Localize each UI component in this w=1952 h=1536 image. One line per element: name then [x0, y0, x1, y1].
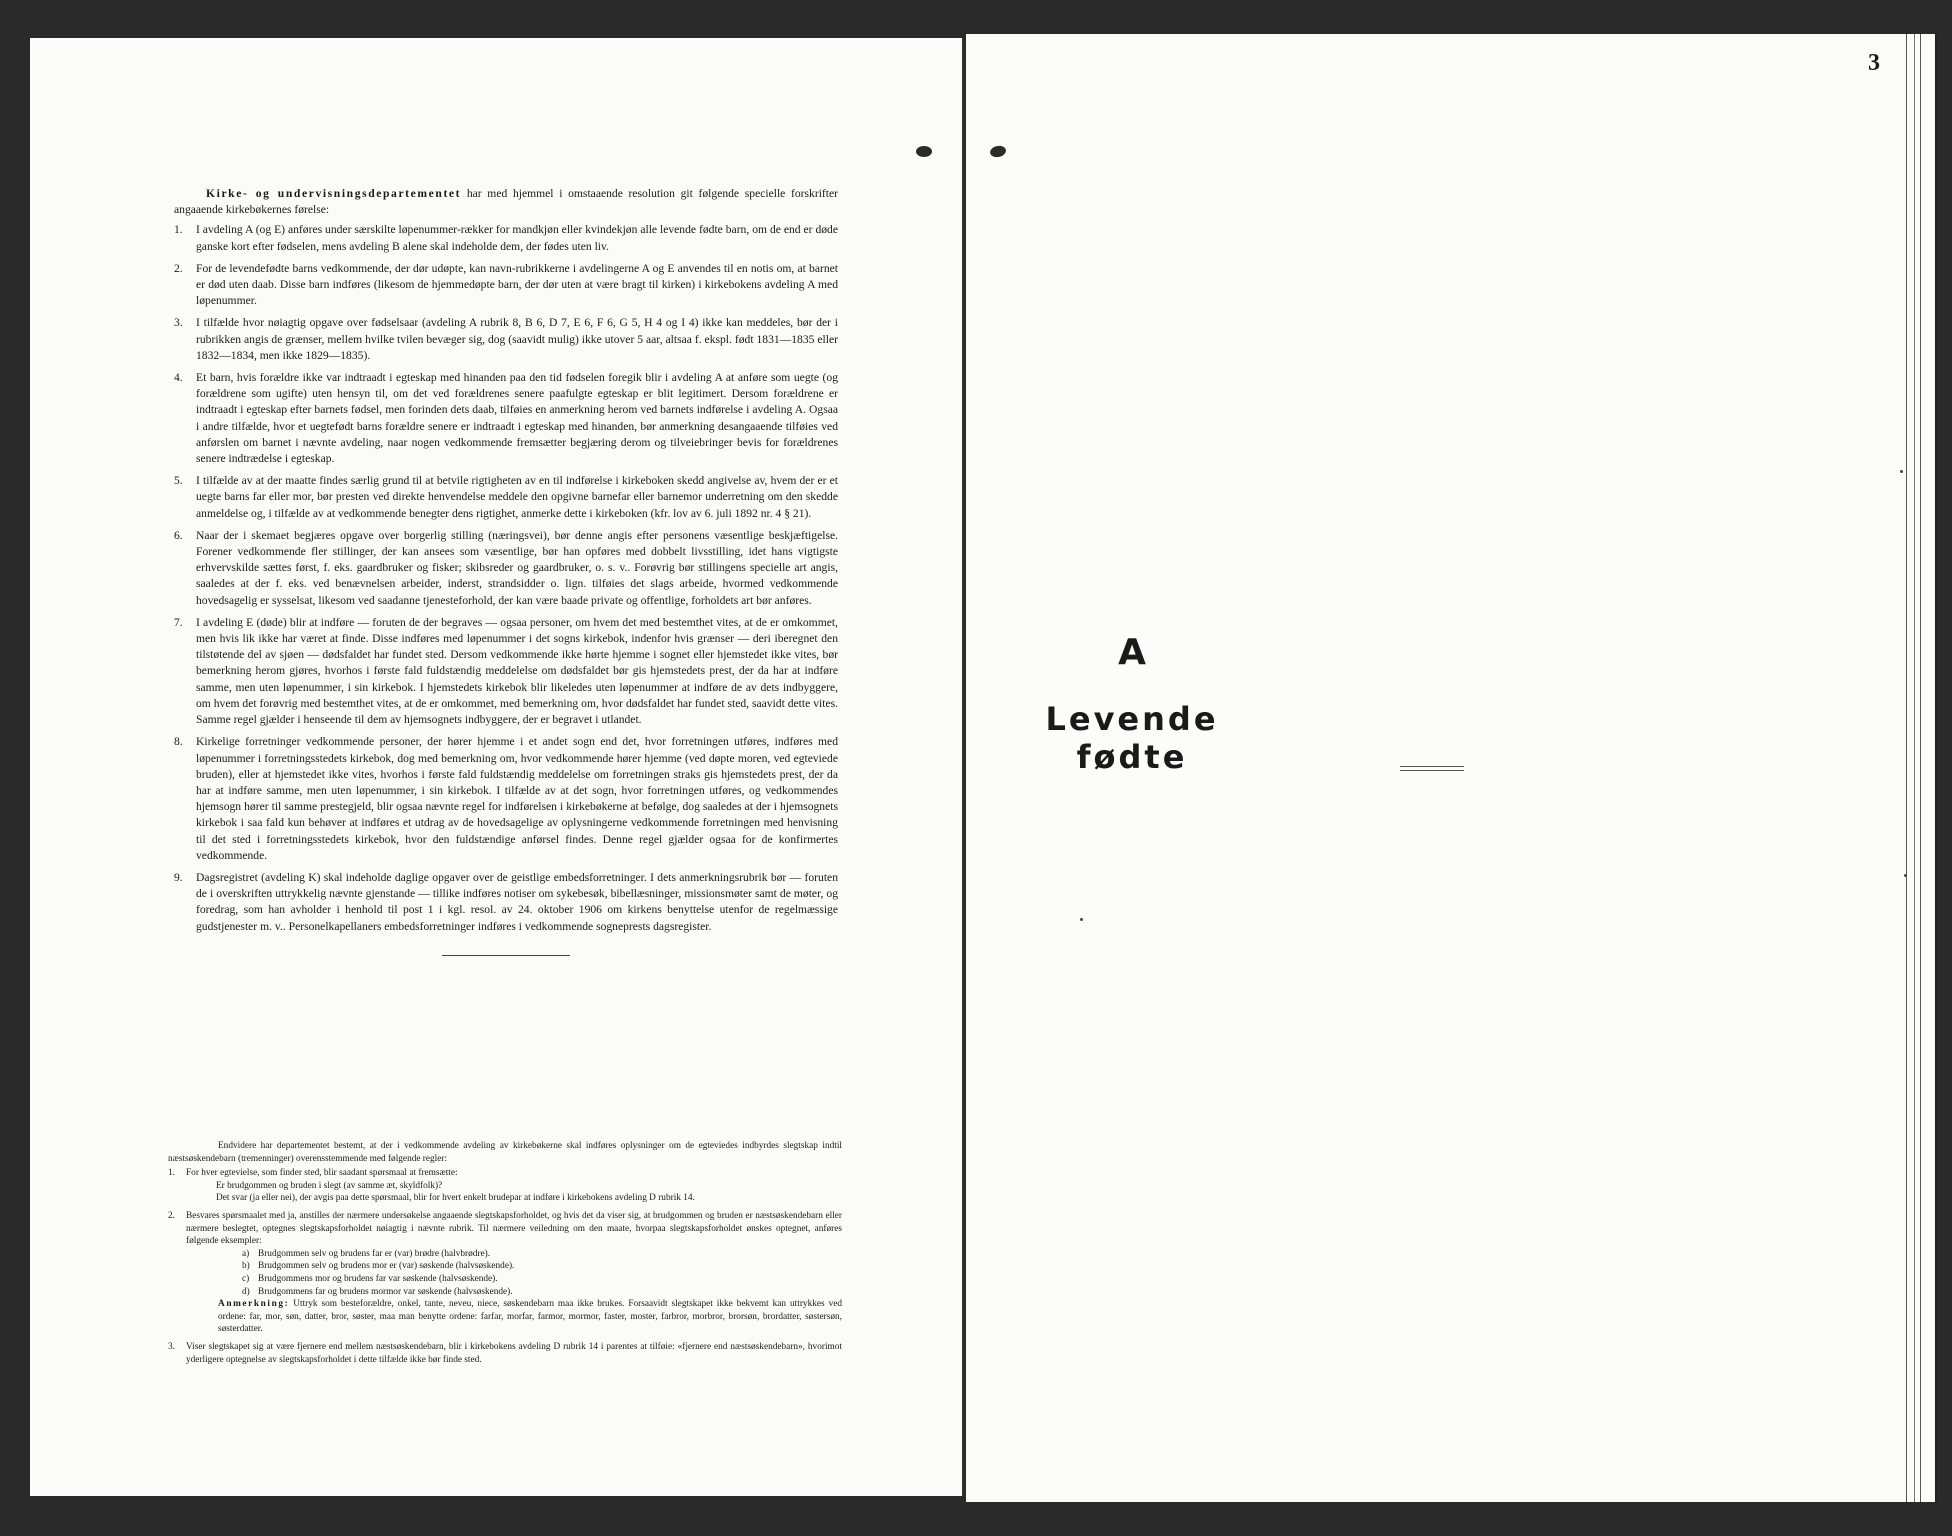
example-text: Brudgommen selv og brudens mor er (var) søskende (halvsøskende).: [258, 1261, 515, 1272]
example-line: [242, 1260, 842, 1273]
supplement-number: 2.: [168, 1210, 175, 1221]
intro-paragraph: [174, 186, 838, 218]
rule-number: 1.: [174, 223, 183, 237]
example-line: [242, 1286, 842, 1299]
supplement-item: [168, 1167, 842, 1205]
rule-item: [174, 370, 838, 467]
intro-text: har med hjemmel i omstaaende resolution git følgende specielle forskrifter angaaende kirkebøkernes førelse:: [174, 187, 839, 217]
supplement-text-line: For hver egtevielse, som finder sted, blir saadant spørsmaal at fremsætte:: [186, 1168, 458, 1179]
note-label: Anmerkning:: [218, 1299, 290, 1310]
answer-text: Det svar (ja eller nei), der avgis paa dette spørsmaal, blir for hvert enkelt brudepar at indføre i kirkebokens avdeling D rubrik 14.: [216, 1193, 695, 1204]
supplement-item: [168, 1210, 842, 1336]
rule-item: [174, 473, 838, 522]
title-underline: [1400, 766, 1464, 774]
speck: [1080, 918, 1083, 921]
section-title: Levende fødte: [1045, 700, 1219, 776]
rule-text: I tilfælde hvor nøiagtig opgave over fødselsaar (avdeling A rubrik 8, B 6, D 7, E 6, F 6, G 5, H 4 og I 4) ikke kan meddeles, bør der i rubrikken angis de grænser, mellem hvilke tvilen bevæger sig, dog (saavidt mulig) ikke utover 5 aar, altsaa f. ekspl. født 1831—1835 eller 1832—1834, men ikke 1829—1835).: [196, 316, 838, 362]
rule-item: [174, 615, 838, 728]
rule-number: 3.: [174, 316, 183, 330]
note-text: Uttryk som besteforældre, onkel, tante, neveu, niece, søskendebarn maa ikke brukes. Forsaavidt slegtskapet ikke bekvemt kan uttrykkes ved ordene: far, mor, søn, datter, bror, søster, maa man benytte ordene: farfar, morfar, farmor, mormor, faster, moster, farbror, morbror, brorsøn, brordatter, søstersøn, søsterdatter.: [218, 1299, 842, 1335]
rule-number: 6.: [174, 528, 183, 542]
example-text: Brudgommens mor og brudens far var søskende (halvsøskende).: [258, 1273, 498, 1284]
rule-number: 7.: [174, 615, 183, 629]
example-letter: d): [242, 1286, 250, 1297]
rule-text: Et barn, hvis forældre ikke var indtraadt i egteskap med hinanden paa den tid fødselen foregik blir i avdeling A at anføre som uegte (og forældrene som ugifte) uten hensyn til, om det ved forældrenes senere paafulgte egteskap er blit legitimert. Dersom forældrene er indtraadt i egteskap efter barnets fødsel, men forinden dets daab, tilføies en anmerkning herom ved barnets indførelse i avdeling A. Ogsaa i andre tilfælde, hvor et uegtefødt barns forældre senere er indtraadt i egteskap med hinanden, bør anmerkning desangaaende tilføies ved anførslen om barnet i nævnte avdeling, naar nogen vedkommende fremsætter begjæring derom og tilveiebringer bevis for forældrenes senere indtrædelse i egteskap.: [196, 371, 838, 466]
example-text: Brudgommens far og brudens mormor var søskende (halvsøskende).: [258, 1286, 513, 1297]
rule-text: Dagsregistret (avdeling K) skal indeholde daglige opgaver over de geistlige embedsforretninger. I dets anmerkningsrubrik bør — foruten de i overskriften uttrykkelig nævnte gjenstande — tillike indføres notiser om sykebesøk, bibellæsninger, missionsmøter samt de møter, og foredrag, som han avholder i henhold til post 1 i kgl. resol. av 24. oktober 1906 om kirkens benyttelse utenfor de regelmæssige gudstjenester m. v.. Personelkapellaners embedsforretninger indføres i vedkommende sogneprests dagsregister.: [196, 870, 838, 933]
supplement-text-line: Besvares spørsmaalet med ja, anstilles der nærmere undersøkelse angaaende slegtskapsforholdet, og hvis det da viser sig, at brudgommen og bruden er næstsøskendebarn eller nærmere beslegtet, optegnes slegtskapsforholdet nøiagtig i nævnte rubrik. Til nærmere veiledning om den maate, hvorpaa slegtskapsforholdet ønskes optegnet, anføres følgende eksempler:: [186, 1210, 842, 1247]
example-letter: a): [242, 1248, 250, 1259]
example-line: [242, 1273, 842, 1286]
rule-item: [174, 528, 838, 609]
divider: [442, 955, 570, 956]
rule-number: 8.: [174, 735, 183, 749]
rule-text: I tilfælde av at der maatte findes særlig grund til at betvile rigtigheten av en til indførelse i kirkeboken skedd angivelse av, hvem der er et uegte barns far eller mor, bør presten ved direkte henvendelse meddele den opgivne barnefar eller barnemor underretning om den skedde anmeldelse og, i tilfælde av at vedkommende benegter dens rigtighet, anmerke dette i kirkeboken (kfr. lov av 6. juli 1892 nr. 4 § 21).: [196, 474, 838, 520]
rule-item: [174, 261, 838, 310]
instructions-text: [174, 186, 838, 982]
page-number: 3: [1868, 50, 1880, 76]
rule-number: 4.: [174, 371, 183, 385]
rule-item: [174, 870, 838, 935]
question-text: Er brudgommen og bruden i slegt (av samme æt, skyldfolk)?: [216, 1180, 443, 1191]
page-edge: [1920, 34, 1937, 1502]
supplement-intro: Endvidere har departementet bestemt, at der i vedkommende avdeling av kirkebøkerne skal indføres oplysninger om de egteviedes indbyrdes slegtskap indtil næstsøskendebarn (tremenninger) overensstemmende med følgende regler:: [168, 1141, 842, 1164]
department-heading: Kirke- og undervisningsdepartementet: [206, 187, 462, 200]
rule-number: 5.: [174, 474, 183, 488]
section-letter: A: [1118, 632, 1146, 673]
example-letter: c): [242, 1273, 250, 1284]
supplement-number: 1.: [168, 1168, 175, 1179]
rule-item: [174, 734, 838, 864]
example-line: [242, 1248, 842, 1261]
note-paragraph: [218, 1298, 842, 1336]
rule-item: [174, 315, 838, 364]
speck: [1900, 470, 1903, 473]
supplement-item: [168, 1341, 842, 1366]
supplement-number: 3.: [168, 1341, 175, 1352]
supplement-text: [168, 1140, 842, 1371]
example-letter: b): [242, 1261, 250, 1272]
rule-text: Kirkelige forretninger vedkommende personer, der hører hjemme i et andet sogn end det, hvor forretningen utføres, indføres med løpenummer i forretningsstedets kirkebok, dog med bemerkning om, hvor vedkommende hører hjemme (ved døpte moren, ved egteviede bruden), eller at hjemstedet ikke vites, hvorhos i første fald fuldstændig meddelelse om forretningen straks gis hjemstedets prest, der da har at indføre samme, men uten løpenummer, i sin kirkebok. I tilfælde av at det sogn, hvor forretningen utføres, og vedkommendes hjemsogn hører til samme prestegjeld, blir ogsaa nævnte regel for indførelsen i kirkebøkerne at befølge, dog saaledes at der i hjemsognets kirkebok i saa fald kun behøver at indføres et utdrag av de hovedsagelige av oplysningerne vedkommende forretningen med henvisning til det sted i forretningsstedets kirkebok, hvor den fuldstændige anførsel findes. Denne regel gjælder ogsaa for de konfirmertes vedkommende.: [196, 735, 838, 862]
rule-item: [174, 222, 838, 254]
example-text: Brudgommen selv og brudens far er (var) brødre (halvbrødre).: [258, 1248, 491, 1259]
rule-number: 2.: [174, 261, 183, 275]
rule-text: For de levendefødte barns vedkommende, der dør udøpte, kan navn-rubrikkerne i avdelingerne A og E anvendes til en notis om, at barnet er død uten daab. Disse barn indføres (likesom de hjemmedøpte barn, der dør uten at være bragt til kirken) i kirkebokens avdeling A med løpenummer.: [196, 261, 838, 308]
speck: [1904, 874, 1907, 877]
binding-hole: [916, 146, 932, 157]
supplement-text-line: Viser slegtskapet sig at være fjernere end mellem næstsøskendebarn, blir i kirkebokens avdeling D rubrik 14 i parentes at tilføie: «fjernere end næstsøskendebarn», hvorimot yderligere optegnelse av slegtskapsforholdet i dette tilfælde ikke bør finde sted.: [186, 1341, 842, 1365]
rule-text: I avdeling A (og E) anføres under særskilte løpenummer-rækker for mandkjøn eller kvindekjøn alle levende fødte barn, om de end er døde ganske kort efter fødselen, mens avdeling B alene skal indeholde dem, der fødes uten liv.: [196, 223, 838, 253]
rule-number: 9.: [174, 870, 183, 884]
rule-text: I avdeling E (døde) blir at indføre — foruten de der begraves — ogsaa personer, om hvem det med bestemthet vites, at de er omkommet, men hvis lik ikke har været at finde. Disse indføres med løpenummer i det sogns kirkebok, indenfor hvis grænser — deri iberegnet den tilstøtende del av sjøen — dødsfaldet har fundet sted. Dersom vedkommende ikke hørte hjemme i sognet eller hjemstedet ikke vites, bør bemerkning herom gjøres, hvorhos i første fald fuldstændig meddelelse om dødsfaldet bør gis hjemstedets prest, der da har at indføre samme, men uten løpenummer, i sin kirkebok. I hjemstedets kirkebok blir likeledes uten løpenummer at indføre de av dets indbyggere, om hvem det forøvrig med bestemthet vites, at de er omkommet, med bemerkning om, hvor dødsfaldet har fundet sted, saavidt dette vites. Samme regel gjælder i henseende til dem av hjemsognets indbyggere, der er begravet i utlandet.: [196, 615, 838, 727]
rule-text: Naar der i skemaet begjæres opgave over borgerlig stilling (næringsvei), bør denne angis efter personens væsentlige beskjæftigelse. Forener vedkommende fler stillinger, der kan ansees som væsentlige, bør han opføres med dobbelt livsstilling, idet hans vigtigste erhvervskilde sættes først, f. eks. gaardbruker og fisker; skibsreder og gaardbruker, o. s. v.. Forøvrig bør stillingens specielle art angis, saaledes at der f. eks. ved benævnelsen arbeider, inderst, strandsidder o. lign. tilføies det slags arbeide, hvormed vedkommende hovedsagelig er sysselsat, likesom ved saadanne tjenesteforhold, der kan være baade private og offentlige, forholdets art bør anføres.: [196, 528, 838, 607]
